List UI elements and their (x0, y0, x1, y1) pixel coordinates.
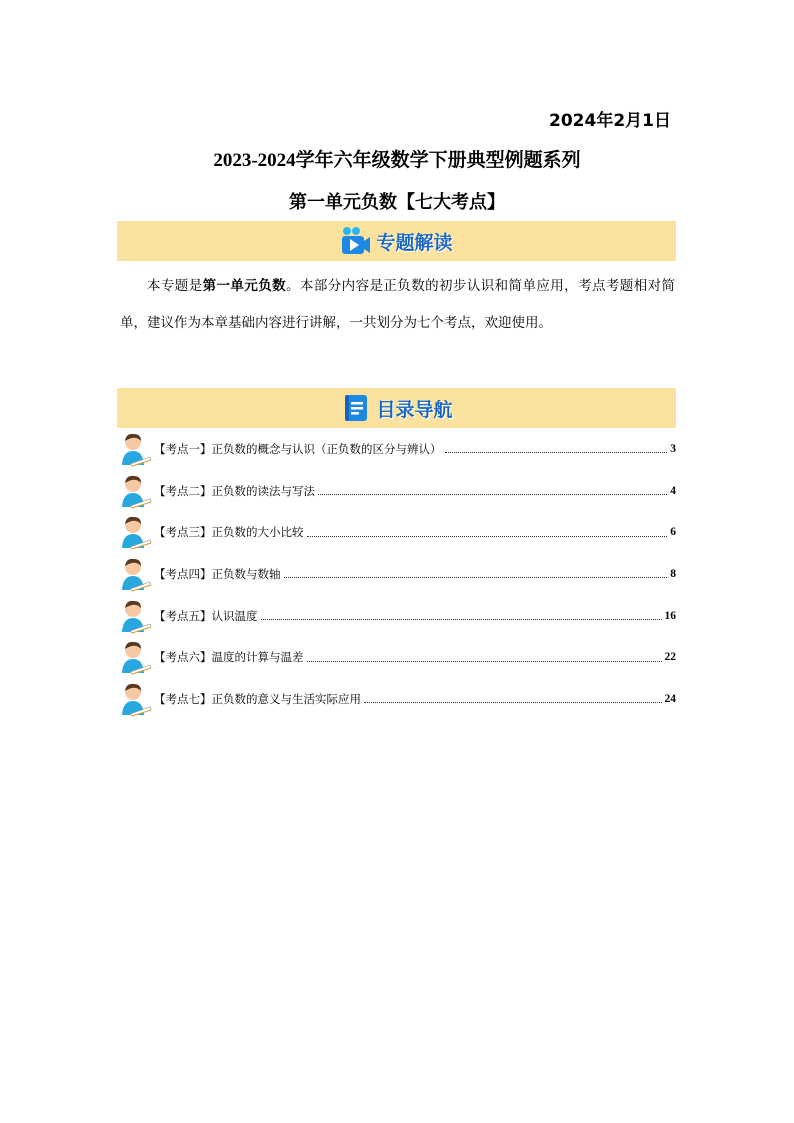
intro-text: 。本部分内容是正负数的初步认识和简单应用，考点考题相对简单，建议作为本章基础内容进行讲解，一共划分为七个考点，欢迎使用。 (120, 278, 676, 331)
toc-leader-dots (307, 536, 668, 537)
student-avatar-icon (120, 639, 152, 675)
intro-text: 本专题是 (147, 278, 203, 294)
toc-leader-dots (445, 452, 668, 453)
toc-item[interactable] (120, 511, 676, 553)
toc-page-number: 22 (664, 651, 676, 664)
toc-page-number: 6 (670, 526, 676, 539)
section-intro-label: 专题解读 (376, 231, 453, 254)
toc-item-label: 【考点一】正负数的概念与认识（正负数的区分与辨认） (154, 441, 442, 456)
student-avatar-icon (120, 514, 152, 550)
toc-item[interactable] (120, 553, 676, 595)
student-avatar-icon (120, 598, 152, 634)
table-of-contents (120, 428, 676, 720)
toc-page-number: 8 (670, 567, 676, 580)
toc-page-number: 4 (670, 484, 676, 497)
toc-item-label: 【考点二】正负数的读法与写法 (154, 483, 315, 498)
toc-item-label: 【考点五】认识温度 (154, 608, 258, 623)
toc-item-label: 【考点七】正负数的意义与生活实际应用 (154, 691, 361, 706)
section-toc-header (117, 388, 676, 428)
toc-leader-dots (318, 494, 667, 495)
toc-item[interactable] (120, 428, 676, 470)
toc-leader-dots (307, 661, 662, 662)
student-avatar-icon (120, 681, 152, 717)
student-avatar-icon (120, 431, 152, 467)
section-toc-label: 目录导航 (376, 398, 453, 421)
toc-leader-dots (284, 577, 668, 578)
series-title: 2023-2024学年六年级数学下册典型例题系列 (213, 150, 581, 171)
toc-leader-dots (261, 619, 662, 620)
student-avatar-icon (120, 473, 152, 509)
toc-leader-dots (364, 702, 662, 703)
document-date: 2024年2月1日 (549, 111, 671, 131)
toc-item[interactable] (120, 470, 676, 512)
toc-item-label: 【考点六】温度的计算与温差 (154, 650, 304, 665)
toc-page-number: 16 (664, 609, 676, 622)
unit-title: 第一单元负数【七大考点】 (289, 192, 505, 213)
student-avatar-icon (120, 556, 152, 592)
toc-item[interactable] (120, 595, 676, 637)
toc-item[interactable] (120, 636, 676, 678)
section-intro-header (117, 221, 676, 261)
toc-page-number: 3 (670, 442, 676, 455)
toc-item-label: 【考点三】正负数的大小比较 (154, 525, 304, 540)
toc-item-label: 【考点四】正负数与数轴 (154, 566, 281, 581)
intro-paragraph (120, 268, 675, 342)
video-play-icon (340, 225, 372, 257)
book-icon (340, 392, 372, 424)
intro-highlight: 第一单元负数 (202, 278, 287, 294)
toc-page-number: 24 (664, 692, 676, 705)
toc-item[interactable] (120, 678, 676, 720)
